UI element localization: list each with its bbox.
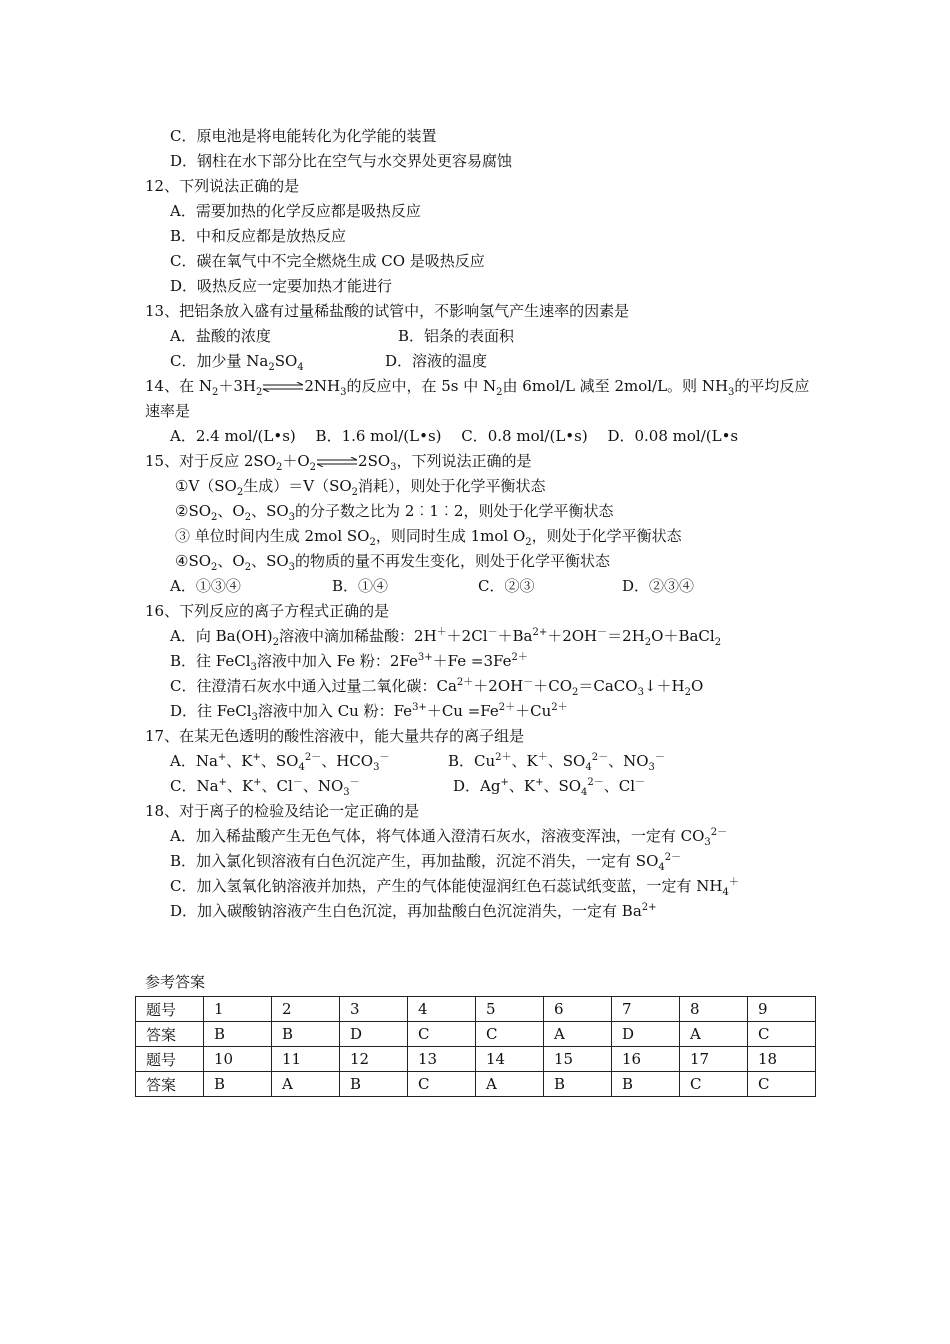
q14-stem-continued: 速率是 (145, 402, 191, 420)
q11-option-c: C．原电池是将电能转化为化学能的装置 (170, 127, 437, 145)
table-cell: B (612, 1072, 680, 1097)
q16-option-c: C．往澄清石灰水中通入过量二氧化碳：$Ca^{2+}+2OH^-+CO_2=CaCO_3↓+H_2O$ (170, 677, 704, 698)
q12-stem: 12、下列说法正确的是 (145, 177, 300, 195)
q12-option-b: B．中和反应都是放热反应 (170, 227, 347, 245)
q18-stem: 18、对于离子的检验及结论一定正确的是 (145, 802, 420, 820)
q17-option-c: C．Na+、K+、Cl－、$NO_3^-$ (170, 777, 360, 798)
q18-option-a: A．加入稀盐酸产生无色气体，将气体通入澄清石灰水，溶液变浑浊，一定有 $CO_3^{2-}$ (170, 827, 728, 848)
q12-option-d: D．吸热反应一定要加热才能进行 (170, 277, 393, 295)
table-cell: C (748, 1072, 816, 1097)
table-cell: 12 (340, 1047, 408, 1072)
q13-option-b: B．铝条的表面积 (398, 327, 515, 345)
table-cell: 15 (544, 1047, 612, 1072)
table-cell: A (544, 1022, 612, 1047)
table-cell: 3 (340, 997, 408, 1022)
q17-option-b: B．$Cu^{2+}$、K＋、$SO_4^{2-}$、$NO_3^-$ (448, 752, 665, 773)
q16-option-a: A．向 $Ba(OH)_2$溶液中滴加稀盐酸：$2H^++2Cl^-+Ba^{2+}+2OH^-=2H_2O+BaCl_2$ (170, 627, 722, 648)
table-cell: 6 (544, 997, 612, 1022)
q15-statement-1: $①V(SO_2$生成）$=V(SO_2$消耗），则处于化学平衡状态 (175, 477, 546, 498)
q11-option-d: D．钢柱在水下部分比在空气与水交界处更容易腐蚀 (170, 152, 513, 170)
q18-option-b: B．加入氯化钡溶液有白色沉淀产生，再加盐酸，沉淀不消失，一定有 $SO_4^{2-}$ (170, 852, 682, 873)
table-cell: B (204, 1072, 272, 1097)
table-cell: 答案 (136, 1072, 204, 1097)
q15-statement-2: $②SO_2$、$O_2$、$SO_3$的分子数之比为 2︰1︰2，则处于化学平衡状态 (175, 502, 614, 523)
table-cell: 14 (476, 1047, 544, 1072)
table-cell: 13 (408, 1047, 476, 1072)
q17-option-a: A．Na+、K+、$SO_4^{2-}$、$HCO_3^-$ (170, 752, 390, 773)
table-cell: 11 (272, 1047, 340, 1072)
q13-stem: 13、把铝条放入盛有过量稀盐酸的试管中，不影响氢气产生速率的因素是 (145, 302, 630, 320)
q13-option-a: A．盐酸的浓度 (170, 327, 271, 345)
q15-option-a: A．①③④ (170, 577, 241, 595)
q17-option-d: D．Ag+、K+、$SO_4^{2-}$、Cl－ (453, 777, 646, 798)
table-cell: 5 (476, 997, 544, 1022)
q12-option-a: A．需要加热的化学反应都是吸热反应 (170, 202, 421, 220)
q15-statement-3: ③ 单位时间内生成 2mol $SO_2$，则同时生成 1mol $O_2$，则处于化学平衡状态 (175, 527, 682, 548)
table-row (136, 1022, 816, 1047)
table-cell: 题号 (136, 997, 204, 1022)
table-cell: 16 (612, 1047, 680, 1072)
equilibrium-arrow-icon (316, 457, 358, 467)
table-cell: 18 (748, 1047, 816, 1072)
table-cell: 2 (272, 997, 340, 1022)
table-cell: D (340, 1022, 408, 1047)
table-cell: A (680, 1022, 748, 1047)
table-row (136, 1047, 816, 1072)
q16-option-b: B．往 FeCl$_3$溶液中加入 Fe 粉：$2Fe^{3+}+Fe =3Fe^{2+}$ (170, 652, 528, 673)
table-row (136, 1072, 816, 1097)
table-cell: 1 (204, 997, 272, 1022)
table-cell: 9 (748, 997, 816, 1022)
table-cell: 8 (680, 997, 748, 1022)
q16-stem: 16、下列反应的离子方程式正确的是 (145, 602, 390, 620)
q14-stem: 14、在 $N_2+3H_2$ $2NH_3$的反应中，在 5s 中 $N_2$由 6mol/L 减至 2mol/L。则 $NH_3$的平均反应 (145, 377, 810, 398)
q14-options: A．2.4 mol/(L•s) B．1.6 mol/(L•s) C．0.8 mol/(L•s) D．0.08 mol/(L•s (170, 427, 739, 445)
q15-statement-4: $④SO_2$、$O_2$、$SO_3$的物质的量不再发生变化，则处于化学平衡状态 (175, 552, 611, 573)
table-cell: 10 (204, 1047, 272, 1072)
table-cell: D (612, 1022, 680, 1047)
table-cell: C (408, 1072, 476, 1097)
table-cell: C (476, 1022, 544, 1047)
q15-option-b: B．①④ (332, 577, 389, 595)
table-cell: 7 (612, 997, 680, 1022)
q17-stem: 17、在某无色透明的酸性溶液中，能大量共存的离子组是 (145, 727, 525, 745)
table-cell: C (408, 1022, 476, 1047)
q15-option-c: C．②③ (478, 577, 535, 595)
q18-option-c: C．加入氢氧化钠溶液并加热，产生的气体能使湿润红色石蕊试纸变蓝，一定有 $NH_4^+$ (170, 877, 739, 898)
q16-option-d: D．往 FeCl$_3$溶液中加入 Cu 粉：$Fe^{3+}+Cu =Fe^{2+}+Cu^{2+}$ (170, 702, 568, 723)
table-cell: B (272, 1022, 340, 1047)
table-cell: B (544, 1072, 612, 1097)
q15-stem: 15、对于反应 $2SO_2+O_2$ $2SO_3$，下列说法正确的是 (145, 452, 532, 473)
table-row (136, 997, 816, 1022)
equilibrium-arrow-icon (262, 382, 304, 392)
table-cell: A (476, 1072, 544, 1097)
q12-option-c: C．碳在氧气中不完全燃烧生成 CO 是吸热反应 (170, 252, 485, 270)
q13-option-c: C．加少量 $Na_2SO_4$ (170, 352, 304, 373)
answer-key-title: 参考答案 (145, 973, 206, 991)
table-cell: C (748, 1022, 816, 1047)
table-cell: 答案 (136, 1022, 204, 1047)
table-cell: B (340, 1072, 408, 1097)
q18-option-d: D．加入碳酸钠溶液产生白色沉淀，再加盐酸白色沉淀消失，一定有 $Ba^{2+}$ (170, 902, 657, 920)
q15-option-d: D．②③④ (622, 577, 695, 595)
answer-key-table (135, 996, 816, 1097)
table-cell: 4 (408, 997, 476, 1022)
table-cell: B (204, 1022, 272, 1047)
table-cell: 题号 (136, 1047, 204, 1072)
table-cell: 17 (680, 1047, 748, 1072)
table-cell: A (272, 1072, 340, 1097)
q13-option-d: D．溶液的温度 (385, 352, 488, 370)
table-cell: C (680, 1072, 748, 1097)
